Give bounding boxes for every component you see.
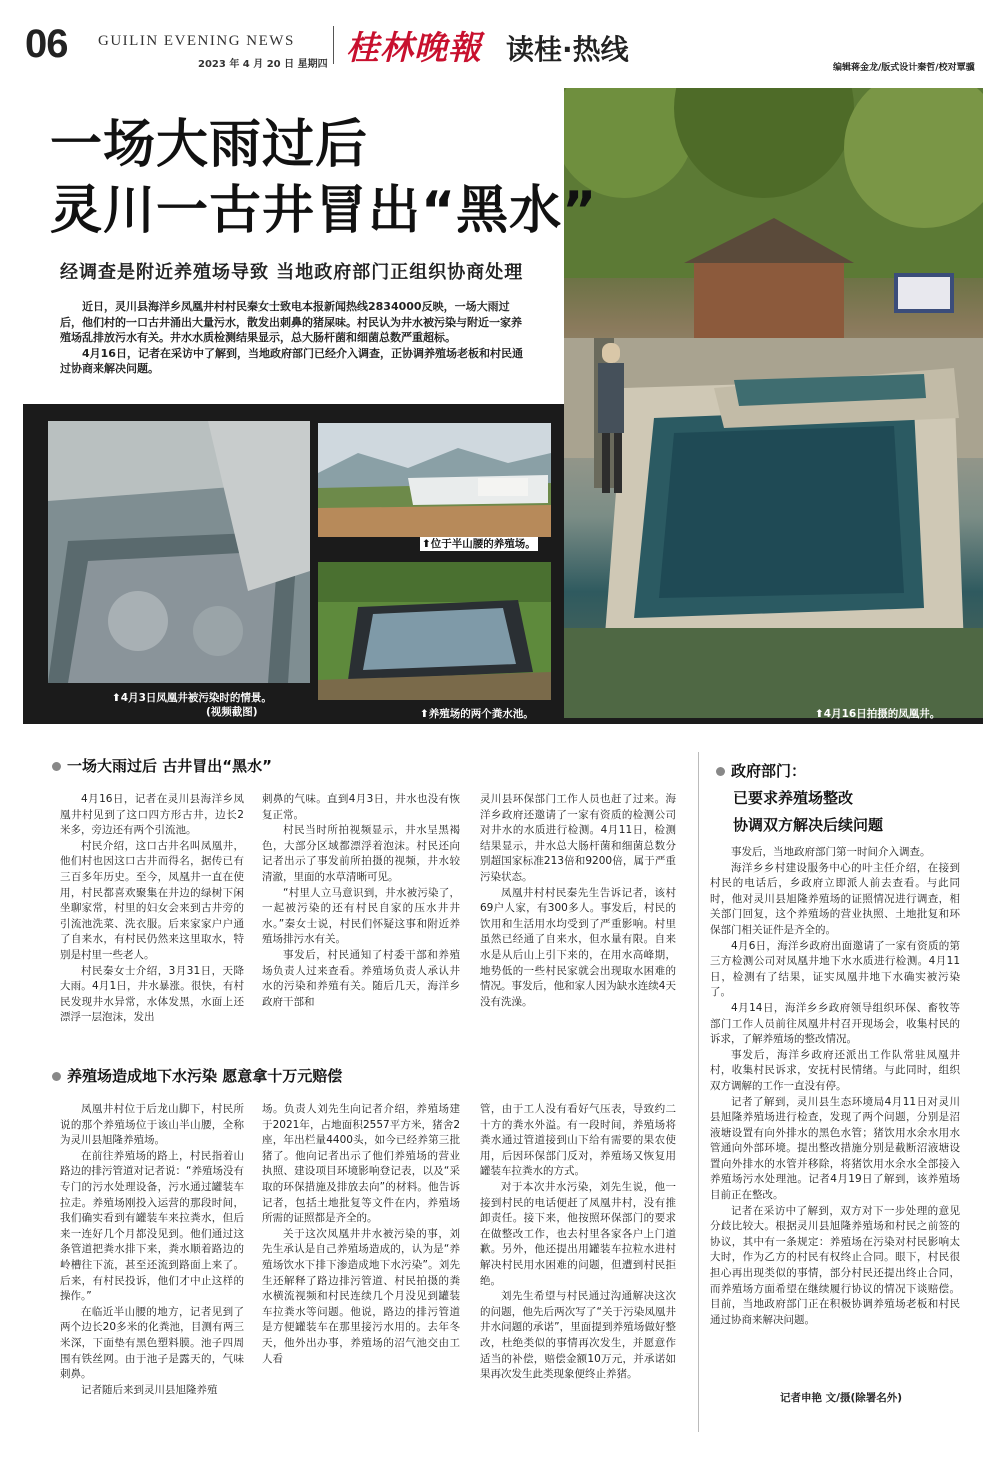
paper-name-chinese: 桂林晚報 <box>346 28 482 67</box>
paragraph: 4月6日，海洋乡政府出面邀请了一家有资质的第三方检测公司对凤凰井地下水水质进行检测。4月11日，检测有了结果，证实凤凰井地下水确实被污染了。 <box>710 939 960 999</box>
section-title-line: 协调双方解决后续问题 <box>733 816 884 834</box>
paper-name-english: GUILIN EVENING NEWS <box>98 33 295 49</box>
photo-well-april16 <box>564 88 983 718</box>
paragraph: 记者了解到，灵川县生态环境局4月11日对灵川县旭隆养殖场进行检查，发现了两个问题，分别是沼液塘设置有向外排水的黑色水管；猪饮用水余水用水管通向外部环境。提出整改措施分别是截断沼液塘设置向外排水的水管并移除，将猪饮用水余水全部接入养殖场污水处理池。记者4月19日了解到，该养殖场目前正在整改。 <box>710 1095 960 1202</box>
paragraph: 刘先生希望与村民通过沟通解决这次的问题，他先后两次写了“关于污染凤凰井井水问题的承诺”，里面提到养殖场做好整改，杜绝类似的事情再次发生，并愿意作适当的补偿，赔偿金额10万元，并承诺如果再次发生此类现象便终止养猪。 <box>480 1290 676 1381</box>
paragraph: 凤凰井村位于后龙山脚下，村民所说的那个养殖场位于该山半山腰，全称为灵川县旭隆养殖场。 <box>60 1103 244 1147</box>
subheadline: 经调查是附近养殖场导致 当地政府部门正组织协商处理 <box>60 262 524 283</box>
lede-paragraph: 4月16日，记者在采访中了解到，当地政府部门已经介入调查，正协调养殖场老板和村民通过协商来解决问题。 <box>60 346 523 375</box>
section-title-line: 已要求养殖场整改 <box>733 789 854 807</box>
paragraph: 关于这次凤凰井井水被污染的事，刘先生承认是自己养殖场造成的，认为是“养殖场饮水下排下渗造成地下水污染”。刘先生还解释了路边排污管道、村民拍摄的粪水横流视频和村民连续几个月没见到罐装车拉粪水等问题。他说，路边的排污管道是方便罐装车在那里接污水用的。去年冬天，他外出办事，养殖场的沼气池交由工人看 <box>262 1227 460 1365</box>
paragraph: 村民秦女士介绍，3月31日，天降大雨。4月1日，井水暴涨。很快，有村民发现井水异常，水体发黑，水面上还漂浮一层泡沫，发出 <box>60 964 244 1024</box>
caption-polluted-well <box>112 691 272 719</box>
caption-credit: (视频截图) <box>206 706 258 718</box>
section-heading-gov <box>716 758 883 839</box>
photo-manure-ponds <box>318 562 551 700</box>
paragraph: 凤凰井村村民秦先生告诉记者，该村69户人家，有300多人。事发后，村民的饮用和生活用水均受到了严重影响。村里虽然已经通了自来水，但水量有限。自来水是从后山上引下来的，在用水高峰期，地势低的一些村民家就会出现取水困难的情况。事发后，他和家人因为缺水连续4天没有洗澡。 <box>480 886 676 1008</box>
bullet-dot <box>52 1072 61 1081</box>
column-divider <box>698 752 699 1432</box>
byline: 记者申艳 文/摄(除署名外) <box>780 1392 903 1404</box>
bullet-dot <box>716 767 725 776</box>
paragraph: 事发后，村民通知了村委干部和养殖场负责人过来查看。养殖场负责人承认井水的污染和养殖有关。随后几天，海洋乡政府干部和 <box>262 948 460 1008</box>
lede-paragraph: 近日，灵川县海洋乡凤凰井村村民秦女士致电本报新闻热线2834000反映，一场大雨过后，他们村的一口古井涌出大量污水，散发出刺鼻的猪屎味。村民认为井水被污染与附近一家养殖场乱排放污水有关。井水水质检测结果显示，总大肠杆菌和细菌总数严重超标。 <box>60 300 522 344</box>
paragraph: 4月14日，海洋乡乡政府领导组织环保、畜牧等部门工作人员前往凤凰井村召开现场会，收集村民的诉求，了解养殖场的整改情况。 <box>710 1001 960 1046</box>
column-name: 读桂·热线 <box>506 33 629 66</box>
section-title: 政府部门： <box>731 762 807 780</box>
bullet-dot <box>52 762 61 771</box>
caption-manure-ponds: ⬆养殖场的两个粪水池。 <box>420 708 534 720</box>
section-title: 一场大雨过后 古井冒出“黑水” <box>67 757 272 775</box>
paragraph: “村里人立马意识到，井水被污染了，一起被污染的还有村民自家的压水井井水。”秦女士说，村民们怀疑这事和附近养殖场排污水有关。 <box>262 886 460 946</box>
paragraph: 管，由于工人没有看好气压表，导致约二十方的粪水外溢。有一段时间，养殖场将粪水通过管道接到山下给有需要的果农使用，后因环保部门反对，养殖场又恢复用罐装车拉粪水的方式。 <box>480 1103 676 1178</box>
section1-col3 <box>480 792 676 1010</box>
headline-line-2: 灵川一古井冒出“黑水” <box>50 181 598 241</box>
page-number: 06 <box>25 22 68 66</box>
section-heading-2 <box>52 1065 342 1086</box>
section1-col2 <box>262 792 460 1010</box>
section-title: 养殖场造成地下水污染 愿意拿十万元赔偿 <box>67 1067 343 1085</box>
section2-col3 <box>480 1102 676 1383</box>
section-heading-1 <box>52 755 272 776</box>
paragraph: 在前往养殖场的路上，村民指着山路边的排污管道对记者说：“养殖场没有专门的污水处理设备，污水通过罐装车拉走。养殖场刚投入运营的那段时间，我们确实看到有罐装车来拉粪水，但后来一连好几个月都没见到。他们通过这条管道把粪水排下来，粪水顺着路边的岭槽往下流，甚至还流到路面上来了。后来，有村民投诉，他们才中止这样的操作。” <box>60 1149 244 1303</box>
editor-credits: 编辑蒋金龙/版式设计秦哲/校对覃骥 <box>833 63 975 73</box>
lede <box>60 299 526 377</box>
masthead <box>0 0 1006 74</box>
paragraph: 在临近半山腰的地方，记者见到了两个边长20多米的化粪池，目测有两三米深，下面垫有黑色塑料膜。池子四周围有铁丝网。由于池子是露天的，气味刺鼻。 <box>60 1305 244 1381</box>
paragraph: 对于本次井水污染，刘先生说，他一接到村民的电话便赶了凤凰井村，没有推卸责任。接下来，他按照环保部门的要求在做整改工作，也去村里各家各户上门道歉。另外，他还提出用罐装车拉粒水进村解决村民用水困难的问题，但遭到村民拒绝。 <box>480 1180 676 1287</box>
caption-hillside-farm: ⬆位于半山腰的养殖场。 <box>422 538 536 550</box>
photo-hillside-farm <box>318 423 551 537</box>
paragraph: 场。负责人刘先生向记者介绍，养殖场建于2021年，占地面积2557平方米，猪舍2座，年出栏量4400头，如今已经养第三批猪了。他向记者出示了他们养殖场的营业执照、建设项目环境影响登记表，以及“采取的环保措施及排放去向”的材料。他告诉记者，包括土地批复等文件在内，养殖场所需的证照都是齐全的。 <box>262 1103 460 1225</box>
paragraph: 事发后，当地政府部门第一时间介入调查。 <box>731 846 931 858</box>
photo-polluted-well <box>48 421 310 683</box>
paragraph: 海洋乡乡村建设服务中心的叶主任介绍，在接到村民的电话后，乡政府立即派人前去查看。与此同时，他对灵川县旭隆养殖场的证照情况进行调查，相关部门回复，这个养殖场的营业执照、土地批复和环保部门相关证件是齐全的。 <box>710 861 960 936</box>
caption-line: ⬆4月3日凤凰井被污染时的情景。 <box>112 692 272 704</box>
section2-col2 <box>262 1102 460 1367</box>
paragraph: 事发后，海洋乡政府还派出工作队常驻凤凰井村，收集村民诉求，安抚村民情绪。与此同时，组织双方调解的工作一直没有停。 <box>710 1048 960 1092</box>
issue-date: 2023 年 4 月 20 日 星期四 <box>198 59 328 70</box>
paragraph: 灵川县环保部门工作人员也赶了过来。海洋乡政府还邀请了一家有资质的检测公司对井水的水质进行检测。4月11日，检测结果显示，井水总大肠杆菌和细菌总数分别超国家标准213倍和9200倍，属于严重污染状态。 <box>480 793 676 883</box>
headline <box>50 112 597 244</box>
paragraph: 刺鼻的气味。直到4月3日，井水也没有恢复正常。 <box>262 793 460 821</box>
section2-col1 <box>60 1102 244 1398</box>
gov-column <box>710 845 960 1328</box>
section1-col1 <box>60 792 244 1026</box>
paragraph: 村民当时所拍视频显示，井水呈黑褐色，大部分区域都漂浮着泡沫。村民还向记者出示了事发前所拍摄的视频，井水较清澈，里面的水草清晰可见。 <box>262 824 460 883</box>
paragraph: 记者随后来到灵川县旭隆养殖 <box>81 1383 218 1396</box>
masthead-divider <box>333 26 334 64</box>
paragraph: 村民介绍，这口古井名叫凤凰井，他们村也因这口古井而得名，据传已有三百多年历史。至今，凤凰井一直在使用，村民都喜欢聚集在井边的绿树下闲坐聊家常，村里的妇女会来到古井旁的引流池洗菜、洗衣服。后来家家户户通了自来水，有村民仍然来这里取水，特别是村里一些老人。 <box>60 839 244 961</box>
headline-line-1: 一场大雨过后 <box>50 115 369 175</box>
paragraph: 4月16日，记者在灵川县海洋乡凤凰井村见到了这口四方形古井，边长2米多，旁边还有两个引流池。 <box>60 793 244 837</box>
caption-well-april16: ⬆4月16日拍摄的凤凰井。 <box>815 708 941 720</box>
paragraph: 记者在采访中了解到，双方对下一步处理的意见分歧比较大。根据灵川县旭隆养殖场和村民之前签的协议，其中有一条规定：养殖场在污染对村民影响太大时，作为乙方的村民有权终止合同。眼下，村民很担心再出现类似的事情，部分村民还提出终止合同，而养殖场方面希望在继续履行协议的情况下谈赔偿。目前，当地政府部门正在积极协调养殖场老板和村民通过协商来解决问题。 <box>710 1204 960 1326</box>
